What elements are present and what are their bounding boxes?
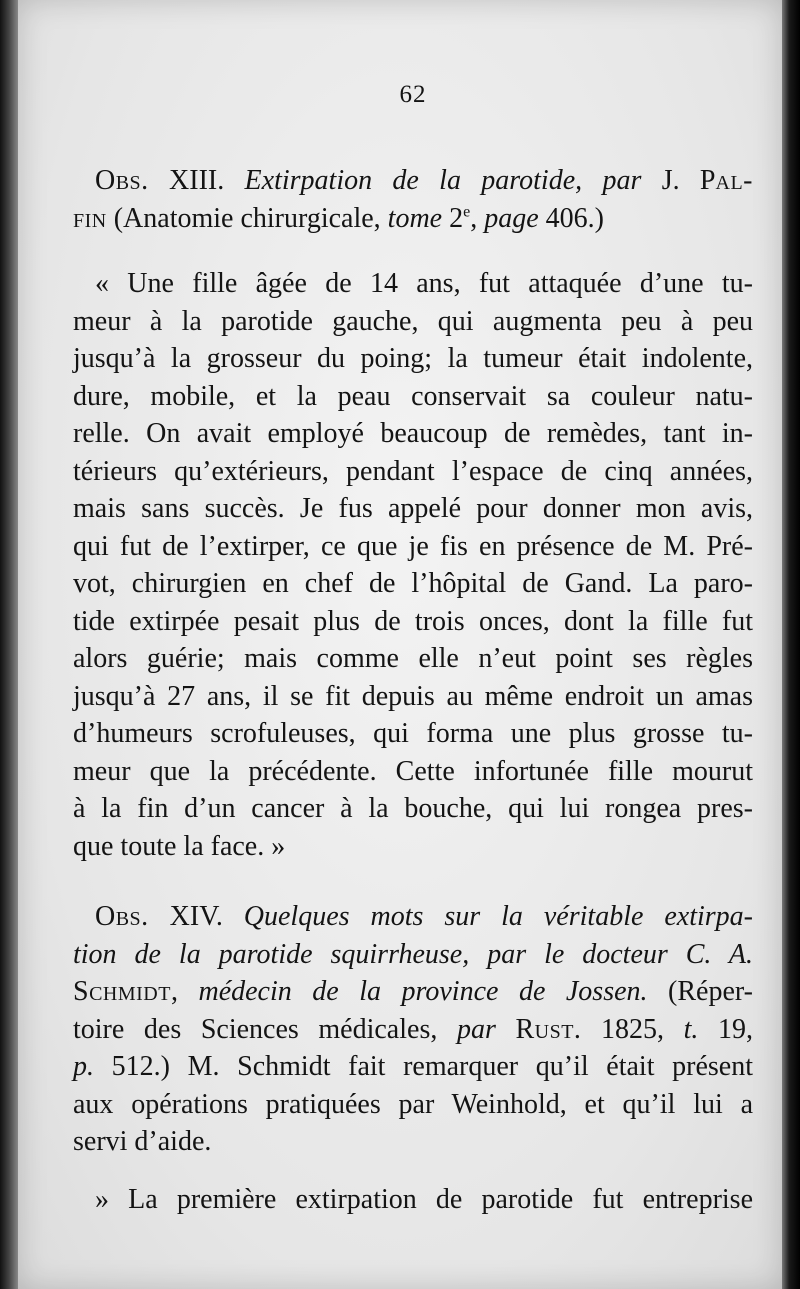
text-line: qui fut de l’extirper, ce que je fis en présence de M. Pré-: [73, 530, 753, 562]
text-line: toire des Sciences médicales, par Rust. 1825, t. 19,: [73, 1013, 754, 1045]
text-line: jusqu’à 27 ans, il se fit depuis au même endroit un amas: [73, 680, 753, 712]
observation-xiv-paragraph: [73, 898, 753, 1161]
scan-edge-right: [782, 0, 800, 1289]
text-line: d’humeurs scrofuleuses, qui forma une plus grosse tu-: [73, 718, 753, 749]
text-line: tide extirpée pesait plus de trois onces, dont la fille fut: [73, 605, 753, 637]
text-line: p. 512.) M. Schmidt fait remarquer qu’il était présent: [73, 1051, 753, 1082]
observation-xiii-heading: [73, 162, 753, 237]
text-line: Obs. XIII. Extirpation de la parotide, par J. Pal-: [95, 165, 753, 196]
text-line: « Une fille âgée de 14 ans, fut attaquée d’une tu-: [95, 268, 753, 299]
scan-edge-left: [0, 0, 18, 1289]
text-line: meur à la parotide gauche, qui augmenta peu à peu: [73, 305, 753, 337]
text-line: Schmidt, médecin de la province de Jossen. (Réper-: [73, 976, 753, 1007]
text-line: que toute la face. »: [73, 830, 286, 862]
book-page: [18, 0, 782, 1289]
text-line: fin (Anatomie chirurgicale, tome 2e, page 406.): [73, 202, 604, 234]
text-line: servi d’aide.: [73, 1126, 212, 1157]
observation-xiv-quote: [73, 1181, 753, 1219]
text-line: dure, mobile, et la peau conservait sa couleur natu-: [73, 380, 753, 412]
text-line: relle. On avait employé beaucoup de remèdes, tant in-: [73, 418, 753, 449]
text-line: à la fin d’un cancer à la bouche, qui lui rongea pres-: [73, 793, 753, 824]
page-number: 62: [399, 81, 427, 108]
text-line: Obs. XIV. Quelques mots sur la véritable extirpa-: [95, 901, 753, 932]
text-line: mais sans succès. Je fus appelé pour donner mon avis,: [73, 493, 753, 524]
observation-xiii-quote: [73, 265, 753, 865]
text-line: alors guérie; mais comme elle n’eut point ses règles: [73, 643, 753, 674]
text-line: jusqu’à la grosseur du poing; la tumeur était indolente,: [73, 343, 753, 374]
text-line: térieurs qu’extérieurs, pendant l’espace de cinq années,: [73, 455, 753, 487]
text-line: vot, chirurgien en chef de l’hôpital de Gand. La paro-: [73, 568, 753, 599]
text-line: meur que la précédente. Cette infortunée fille mourut: [73, 755, 753, 787]
text-line: aux opérations pratiquées par Weinhold, et qu’il lui a: [73, 1088, 753, 1120]
text-line: » La première extirpation de parotide fut entreprise: [95, 1184, 753, 1215]
text-line: tion de la parotide squirrheuse, par le docteur C. A.: [73, 938, 753, 970]
